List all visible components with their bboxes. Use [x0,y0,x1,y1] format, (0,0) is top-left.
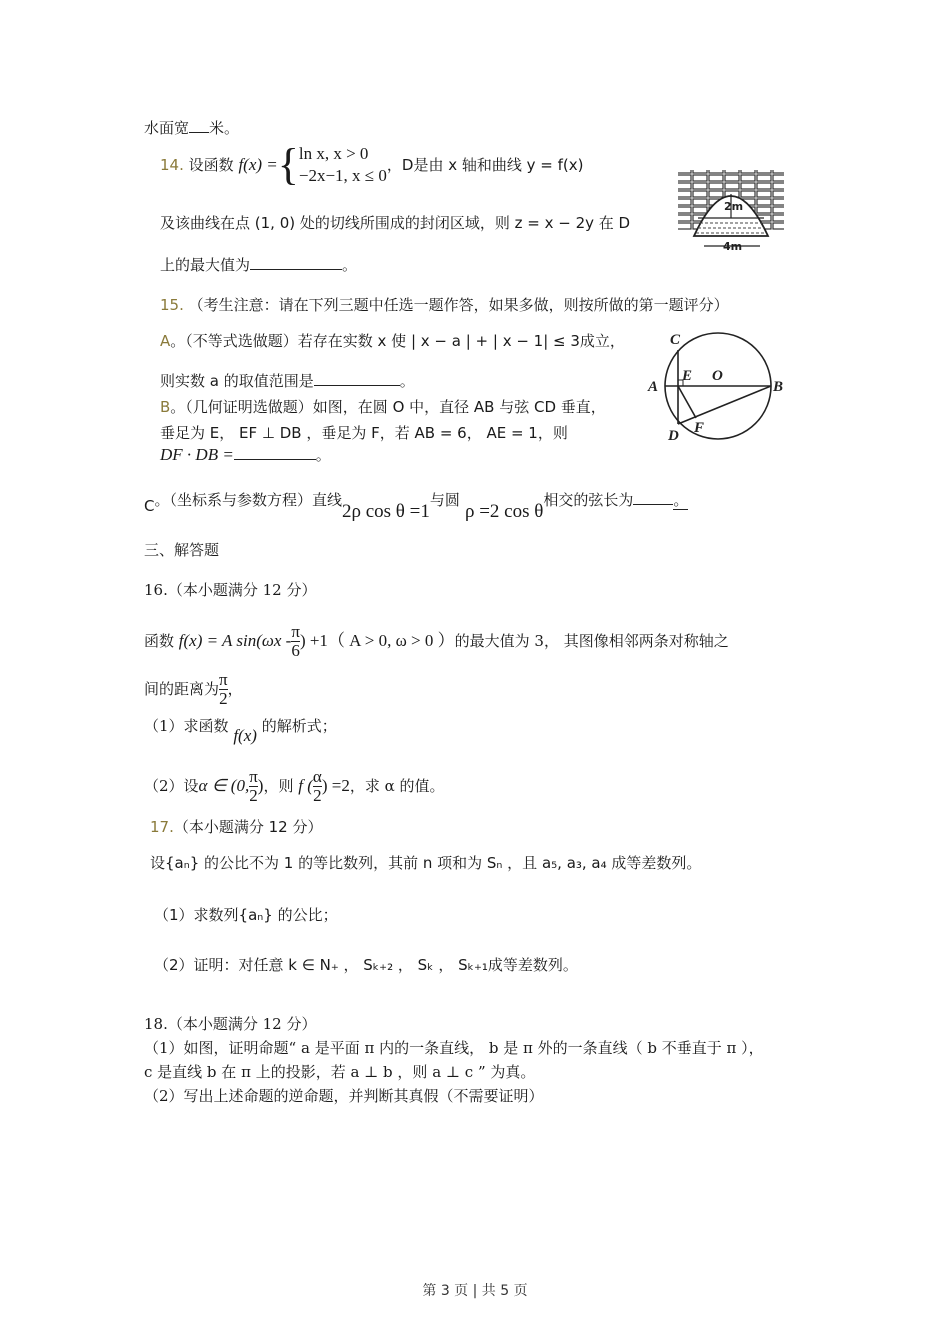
q17-part2: （2）证明：对任意 k ∈ N₊ ， Sₖ₊₂ ， Sₖ ， Sₖ₊₁成等差数列。 [154,956,578,974]
q16-p1-fx: f(x) [233,726,257,745]
answer-blank [234,445,316,460]
q18-part1-line2: c 是直线 b 在 π 上的投影，若 a ⊥ b ，则 a ⊥ c ” 为真。 [144,1063,536,1081]
option-b-end: 。 [315,446,331,464]
q17-header-text: （本小题满分 12 分） [173,818,323,836]
q16-line2-end: ， [227,680,243,698]
q16-rest: 的最大值为 3， 其图像相邻两条对称轴之 [454,632,729,650]
option-b-expression: DF · DB = [160,445,234,464]
q16-p2-f: f ( [298,776,313,795]
fragment-suffix: 米。 [209,119,240,137]
option-b-label: B [160,398,171,416]
q15-a-line1 [160,330,625,351]
q14-line3-text: 上的最大值为 [160,256,251,274]
q14-number: 14. [160,156,184,174]
q18-part2: （2）写出上述命题的逆命题，并判断其真假（不需要证明） [144,1087,544,1105]
case-2: −2x−1, x ≤ 0 [298,166,387,185]
option-a-line2: 则实数 a 的取值范围是 [160,372,314,390]
fraction-pi-over-2 [249,768,258,805]
answer-blank [189,118,209,133]
frac-den: 2 [219,688,228,708]
q16-p2-lead: （2）设 [144,777,199,795]
piecewise-brace: { [277,140,299,189]
option-c-label: C [144,497,155,515]
q14-after: ，D是由 x 轴和曲线 y = f(x) [386,156,584,174]
q17-part1: （1）求数列{aₙ} 的公比； [154,906,338,924]
answer-blank [250,255,342,270]
q14-fx: f(x) = [238,155,278,174]
section-title: 三、解答题 [144,541,220,559]
q15-b-line2: 垂足为 E， EF ⊥ DB ，垂足为 F，若 AB = 6， AE = 1，则 [160,424,568,442]
q16-condition: （ A > 0, ω > 0 ） [327,631,455,650]
q15-b-line3 [160,444,331,465]
q17-line1: 设{aₙ} 的公比不为 1 的等比数列，其前 n 项和为 Sₙ ，且 a₅, a₃, a₄ 成等差数列。 [150,854,702,872]
svg-text:F: F [694,420,705,436]
answer-blank [314,371,400,386]
circle-figure [642,328,790,448]
q14-line3 [160,254,357,275]
q16-part2 [144,764,445,808]
fraction-pi-over-6 [291,623,300,660]
fraction-pi-over-2 [219,671,228,708]
frac-num: π [219,669,228,689]
frac-num: α [312,766,322,786]
bridge-figure [676,166,786,254]
frac-den: 2 [313,785,322,805]
svg-text:D: D [668,428,679,444]
fragment-prefix: 水面宽 [144,119,190,137]
frac-den: 6 [291,640,300,660]
svg-text:E: E [682,368,693,384]
option-b-text: 。（几何证明选做题）如图，在圆 O 中，直径 AB 与弦 CD 垂直， [170,398,606,416]
answer-blank [633,490,673,505]
q16-p1-lead: （1）求函数 [144,717,229,735]
option-c-end: 。 [673,491,689,509]
q14-line1 [160,140,583,190]
q17-number: 17. [150,818,174,836]
option-c-lead: 。（坐标系与参数方程）直线 [154,491,342,509]
svg-text:2m: 2m [724,200,744,213]
top-fragment [144,118,239,138]
q16-header: 16.（本小题满分 12 分） [144,581,317,599]
svg-text:B: B [773,379,784,395]
option-c-mid: 与圆 [429,491,460,509]
q16-line1 [144,618,729,664]
circle-equation: ρ =2 cos θ [464,501,544,522]
q16-line2 [144,668,243,710]
case-1: ln x, x > 0 [298,144,369,163]
q16-p2-eq: ) =2 [321,776,350,795]
svg-text:4m: 4m [723,240,743,253]
q14-end: 。 [342,256,358,274]
q16-p2-close: ) [257,776,264,795]
line-equation: 2ρ cos θ =1 [342,501,430,522]
q16-part1 [144,716,337,746]
option-a-text: 。（不等式选做题）若存在实数 x 使 | x − a | + | x − 1| ≤ 3成立， [170,332,625,350]
q15-c-line [144,490,688,522]
q16-p2-alpha: α ∈ (0, [198,776,250,795]
q16-p2-then: ，则 [263,777,294,795]
q18-header: 18.（本小题满分 12 分） [144,1015,317,1033]
svg-text:A: A [648,379,659,395]
q17-header [150,816,322,837]
q16-function-left: f(x) = A sin(ωx - [178,631,292,650]
q16-function-right: ) +1 [299,631,328,650]
svg-text:O: O [712,368,723,384]
q14-lead: 设函数 [188,156,234,174]
frac-den: 2 [249,785,258,805]
frac-num: π [249,766,258,786]
option-a-label: A [160,332,171,350]
svg-text:C: C [670,332,681,348]
option-a-end: 。 [399,372,415,390]
frac-num: π [291,621,300,641]
q16-p2-tail: ，求 α 的值。 [349,777,445,795]
q16-lead: 函数 [144,632,175,650]
q16-p1-tail: 的解析式； [261,717,337,735]
piecewise-cases [299,143,387,187]
q15-number: 15. [160,296,184,314]
q15-b-line1 [160,396,606,417]
q16-line2-text: 间的距离为 [144,680,220,698]
q15-note: （考生注意：请在下列三题中任选一题作答，如果多做，则按所做的第一题评分） [188,296,729,314]
q18-part1-line1: （1）如图，证明命题“ a 是平面 π 内的一条直线， b 是 π 外的一条直线（ b 不垂直于 π ）， [144,1039,764,1057]
page-number: 第 3 页 | 共 5 页 [422,1283,528,1299]
fraction-alpha-over-2 [313,768,322,805]
option-c-tail: 相交的弦长为 [543,491,634,509]
q15-a-line2 [160,370,415,391]
q15-header [160,294,729,315]
q14-line2: 及该曲线在点 (1, 0) 处的切线所围成的封闭区域，则 z = x − 2y 在 D [160,214,631,232]
